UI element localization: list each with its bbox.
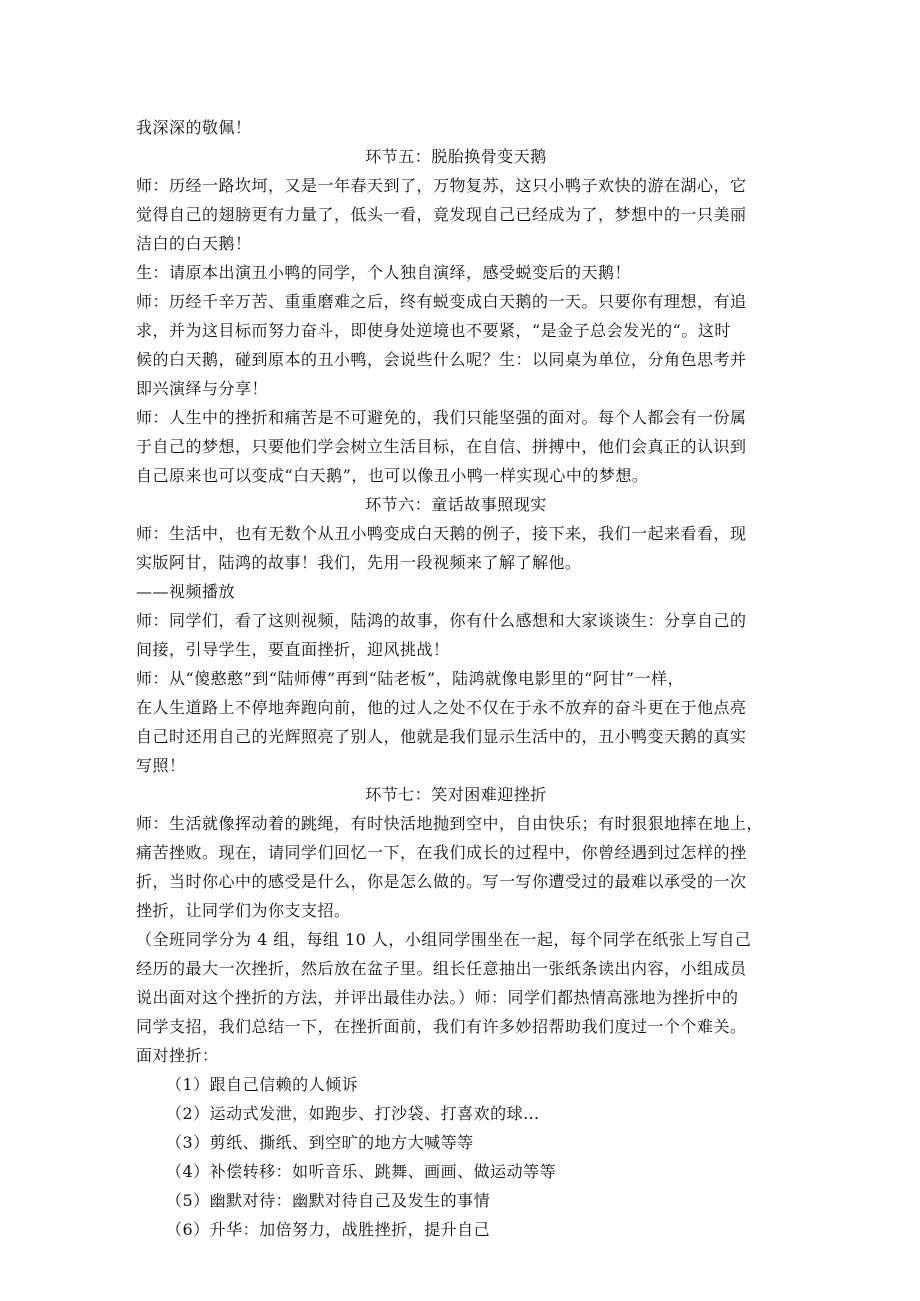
paragraph-line: ——视频播放	[136, 582, 236, 601]
paragraph-line: 经历的最大一次挫折，然后放在盆子里。组长任意抽出一张纸条读出内容，小组成员	[136, 959, 747, 978]
document-page	[136, 113, 776, 1244]
paragraph-line: 实版阿甘，陆鸿的故事！我们，先用一段视频来了解了解他。	[136, 553, 582, 572]
paragraph-line: 师：同学们，看了这则视频，陆鸿的故事，你有什么感想和大家谈谈生：分享自己的	[136, 611, 747, 630]
paragraph-line: 间接，引导学生，要直面挫折，迎风挑战！	[136, 640, 450, 659]
paragraph-line: 师：从“傻憨憨”到“陆师傅”再到“陆老板”，陆鸿就像电影里的“阿甘”一样，	[136, 669, 684, 688]
paragraph-line: 挫折，让同学们为你支支招。	[136, 901, 351, 920]
list-item: （4）补偿转移：如听音乐、跳舞、画画、做运动等等	[166, 1162, 557, 1181]
paragraph-line: 生：请原本出演丑小鸭的同学，个人独自演绎，感受蜕变后的天鹅！	[136, 263, 632, 282]
paragraph-line: 在人生道路上不停地奔跑向前，他的过人之处不仅在于永不放弃的奋斗更在于他点亮	[136, 698, 747, 717]
paragraph-line: 师：历经千辛万苦、重重磨难之后，终有蜕变成白天鹅的一天。只要你有理想，有追	[136, 292, 747, 311]
paragraph-line: 师：人生中的挫折和痛苦是不可避免的，我们只能坚强的面对。每个人都会有一份属	[136, 408, 747, 427]
list-item: （2）运动式发泄，如跑步、打沙袋、打喜欢的球…	[166, 1104, 540, 1123]
paragraph-line: 于自己的梦想，只要他们学会树立生活目标，在自信、拼搏中，他们会真正的认识到	[136, 437, 747, 456]
paragraph-line: （全班同学分为 4 组，每组 10 人，小组同学围坐在一起，每个同学在纸张上写自己	[136, 930, 752, 949]
paragraph-line: 即兴演绎与分享！	[136, 379, 269, 398]
paragraph-line: 师：历经一路坎坷，又是一年春天到了，万物复苏，这只小鸭子欢快的游在湖心，它	[136, 176, 747, 195]
list-item: （1）跟自己信赖的人倾诉	[166, 1075, 359, 1094]
paragraph-line: 自己时还用自己的光辉照亮了别人，他就是我们显示生活中的，丑小鸭变天鹅的真实	[136, 727, 747, 746]
section-heading: 环节五：脱胎换骨变天鹅	[365, 147, 547, 166]
paragraph-line: 洁白的白天鹅！	[136, 234, 252, 253]
paragraph-line: 同学支招，我们总结一下，在挫折面前，我们有许多妙招帮助我们度过一个个难关。	[136, 1017, 747, 1036]
list-item: （6）升华：加倍努力，战胜挫折，提升自己	[166, 1220, 491, 1239]
paragraph-line: 写照！	[136, 756, 186, 775]
paragraph-line: 自己原来也可以变成“白天鹅”，也可以像丑小鸭一样实现心中的梦想。	[136, 466, 649, 485]
paragraph-line: 说出面对这个挫折的方法，并评出最佳办法。）师：同学们都热情高涨地为挫折中的	[136, 988, 739, 1007]
paragraph-line: 我深深的敬佩！	[136, 118, 252, 137]
paragraph-line: 求，并为这目标而努力奋斗，即使身处逆境也不要紧，“是金子总会发光的“。这时	[136, 321, 731, 340]
paragraph-line: 觉得自己的翅膀更有力量了，低头一看，竟发现自己已经成为了，梦想中的一只美丽	[136, 205, 747, 224]
paragraph-line: 师：生活中，也有无数个从丑小鸭变成白天鹅的例子，接下来，我们一起来看看，现	[136, 524, 747, 543]
paragraph-line: 痛苦挫败。现在，请同学们回忆一下，在我们成长的过程中，你曾经遇到过怎样的挫	[136, 843, 747, 862]
paragraph-line: 折，当时你心中的感受是什么，你是怎么做的。写一写你遭受过的最难以承受的一次	[136, 872, 747, 891]
list-item: （5）幽默对待：幽默对待自己及发生的事情	[166, 1191, 491, 1210]
paragraph-line: 面对挫折：	[136, 1046, 219, 1065]
section-heading: 环节六：童话故事照现实	[365, 495, 547, 514]
section-heading: 环节七：笑对困难迎挫折	[365, 785, 547, 804]
paragraph-line: 师：生活就像挥动着的跳绳，有时快活地抛到空中，自由快乐；有时狠狠地摔在地上，	[136, 814, 764, 833]
paragraph-line: 候的白天鹅，碰到原本的丑小鸭，会说些什么呢？生：以同桌为单位，分角色思考并	[136, 350, 747, 369]
list-item: （3）剪纸、撕纸、到空旷的地方大喊等等	[166, 1133, 474, 1152]
